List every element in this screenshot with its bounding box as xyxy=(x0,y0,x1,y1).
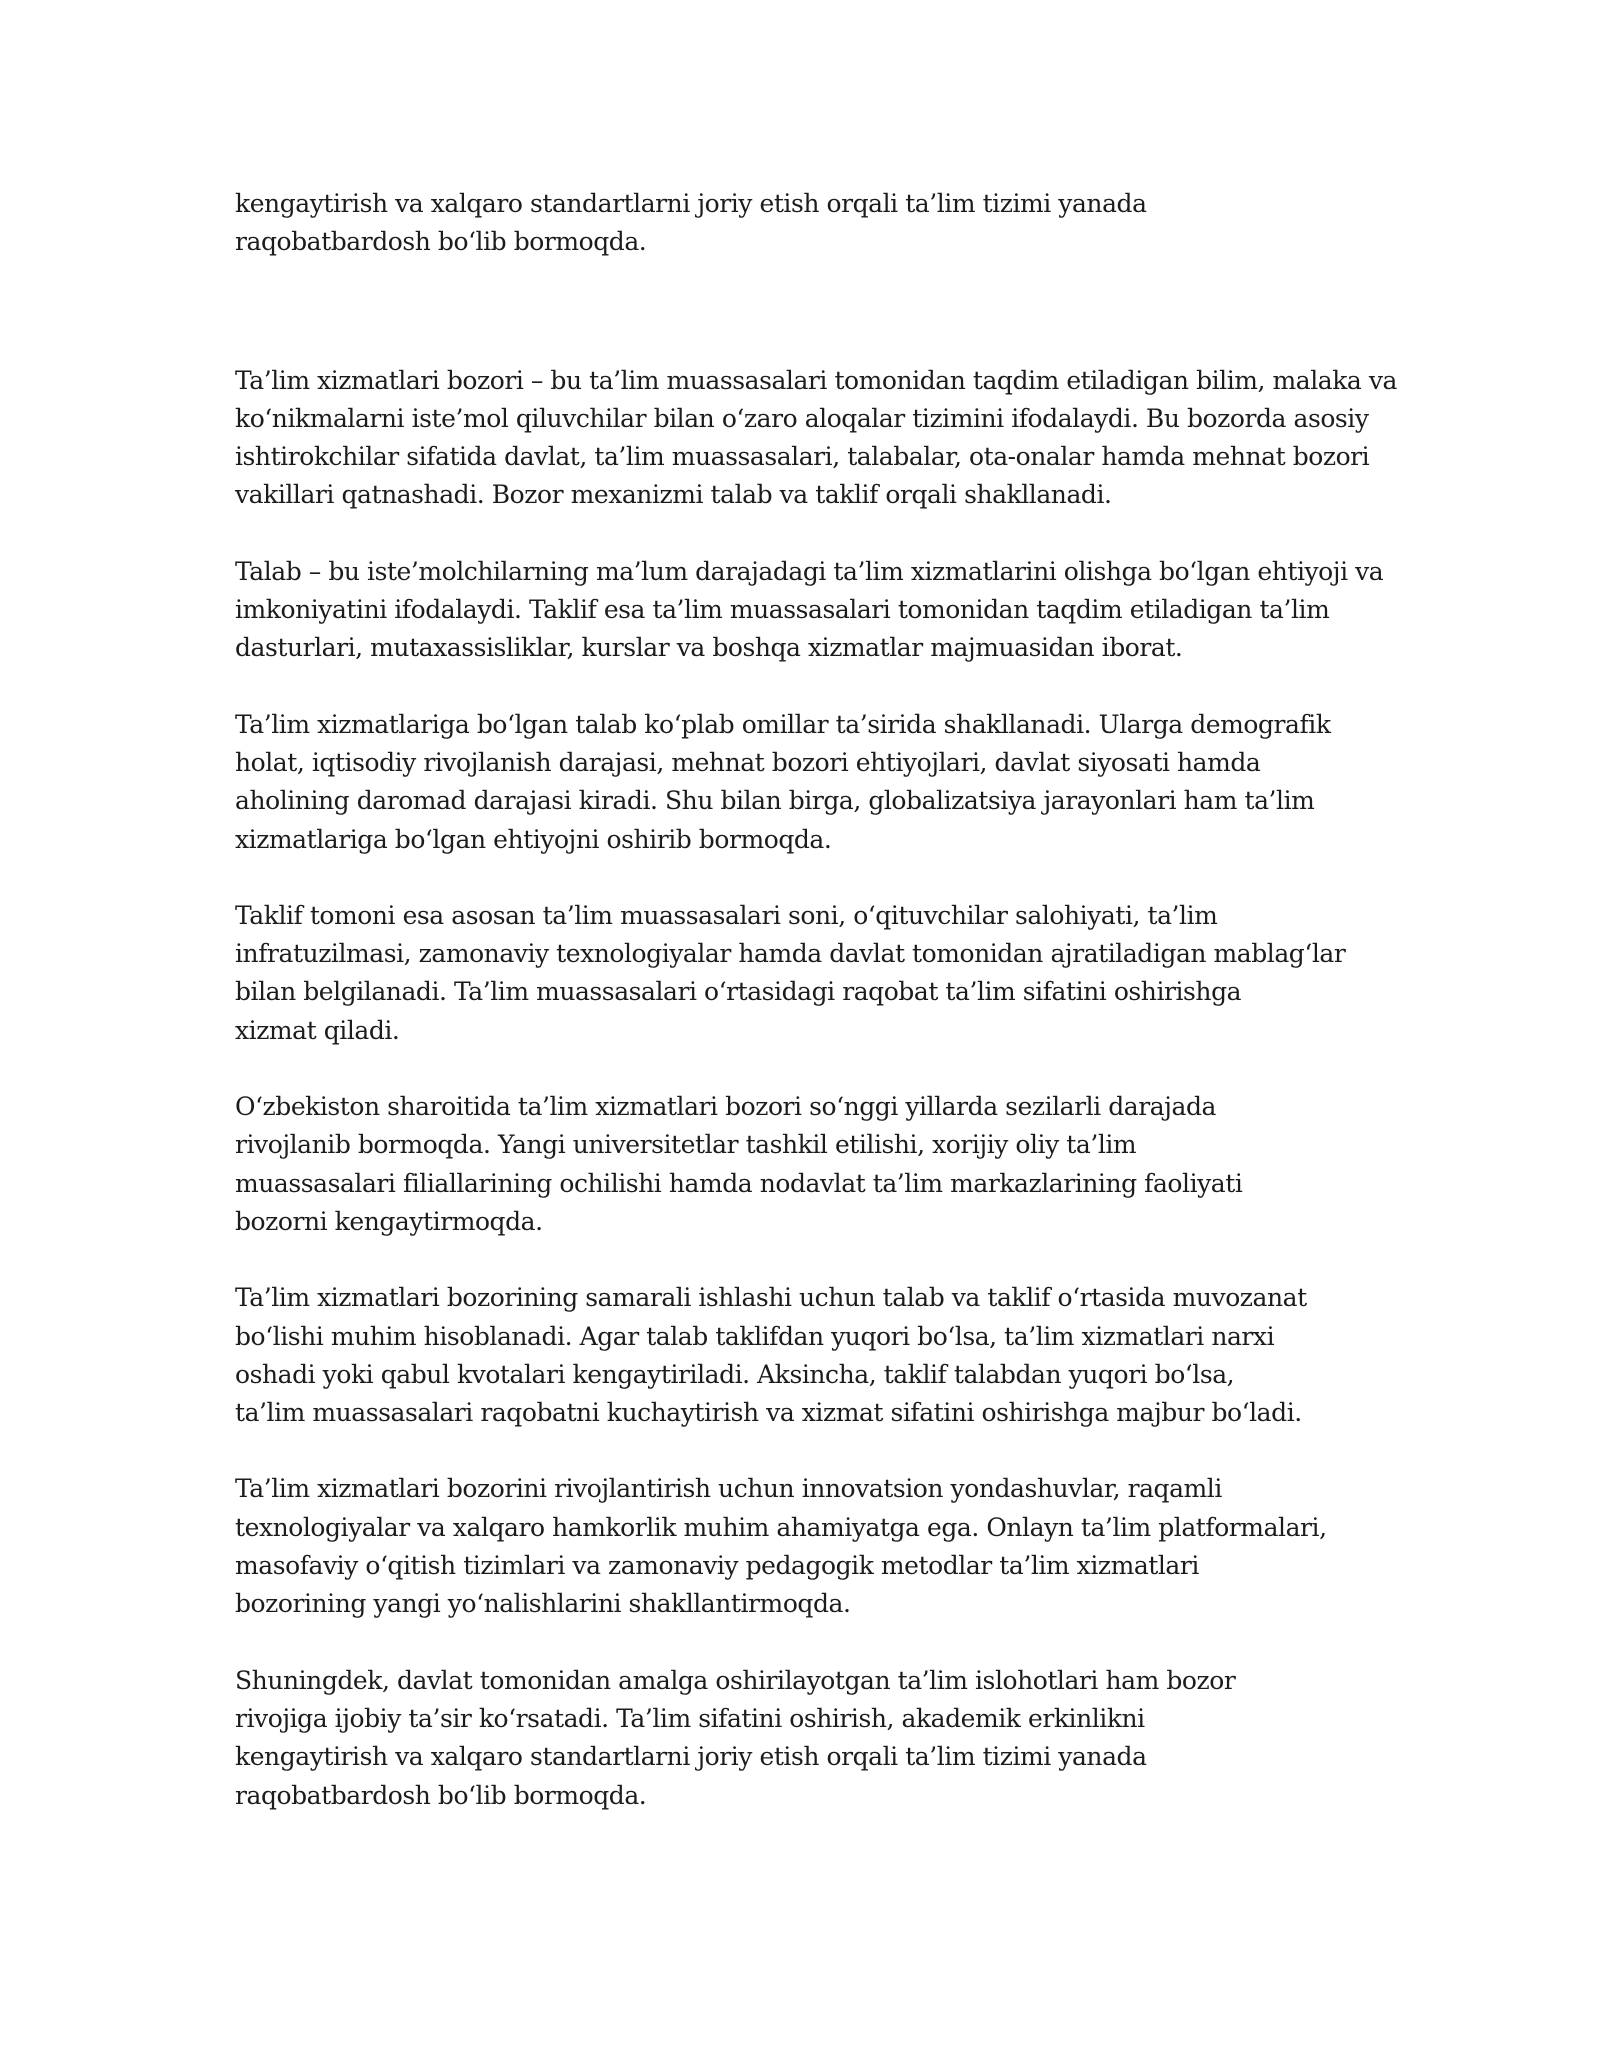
text-line: ko‘nikmalarni iste’mol qiluvchilar bilan o‘zaro aloqalar tizimini ifodalaydi. Bu bozorda asosiy xyxy=(235,403,1369,433)
text-line: raqobatbardosh bo‘lib bormoqda. xyxy=(235,227,647,257)
text-line: rivojlanib bormoqda. Yangi universitetlar tashkil etilishi, xorijiy oliy ta’lim xyxy=(235,1130,1137,1160)
text-line: raqobatbardosh bo‘lib bormoqda. xyxy=(235,1780,647,1810)
text-line: kengaytirish va xalqaro standartlarni joriy etish orqali ta’lim tizimi yanada xyxy=(235,189,1147,218)
text-line: ta’lim muassasalari raqobatni kuchaytirish va xizmat sifatini oshirishga majbur bo‘ladi. xyxy=(235,1398,1302,1428)
text-line: dasturlari, mutaxassisliklar, kurslar va boshqa xizmatlar majmuasidan iborat. xyxy=(235,633,1183,663)
paragraph-6 xyxy=(235,1279,1385,1432)
text-line: xizmat qiladi. xyxy=(235,1015,400,1045)
text-line: Talab – bu iste’molchilarning ma’lum darajadagi ta’lim xizmatlarini olishga bo‘lgan ehtiyoji va xyxy=(235,556,1384,586)
text-line: infratuzilmasi, zamonaviy texnologiyalar hamda davlat tomonidan ajratiladigan mablag‘lar xyxy=(235,939,1346,969)
paragraph-2 xyxy=(235,553,1385,668)
text-line: Ta’lim xizmatlariga bo‘lgan talab ko‘plab omillar ta’sirida shakllanadi. Ularga demografik xyxy=(235,709,1331,739)
paragraph-8 xyxy=(235,1662,1385,1815)
text-line: ishtirokchilar sifatida davlat, ta’lim muassasalari, talabalar, ota-onalar hamda mehnat bozori xyxy=(235,442,1370,472)
text-line: bilan belgilanadi. Ta’lim muassasalari o‘rtasidagi raqobat ta’lim sifatini oshirishga xyxy=(235,977,1242,1007)
paragraph-1 xyxy=(235,362,1397,515)
paragraph-3 xyxy=(235,706,1385,859)
text-line: Ta’lim xizmatlari bozorini rivojlantirish uchun innovatsion yondashuvlar, raqamli xyxy=(235,1474,1222,1504)
text-line: muassasalari filiallarining ochilishi hamda nodavlat ta’lim markazlarining faoliyati xyxy=(235,1168,1243,1198)
text-line: holat, iqtisodiy rivojlanish darajasi, mehnat bozori ehtiyojlari, davlat siyosati hamda xyxy=(235,747,1261,777)
text-line: rivojiga ijobiy ta’sir ko‘rsatadi. Ta’lim sifatini oshirish, akademik erkinlikni xyxy=(235,1703,1145,1733)
text-line: Ta’lim xizmatlari bozori – bu ta’lim muassasalari tomonidan taqdim etiladigan bilim, malaka va xyxy=(235,365,1397,395)
text-line: xizmatlariga bo‘lgan ehtiyojni oshirib bormoqda. xyxy=(235,824,832,854)
paragraph-continuation xyxy=(235,185,1385,262)
document-page xyxy=(235,185,1397,1853)
text-line: vakillari qatnashadi. Bozor mexanizmi talab va taklif orqali shakllanadi. xyxy=(235,480,1112,510)
paragraph-4 xyxy=(235,897,1385,1050)
text-line: kengaytirish va xalqaro standartlarni joriy etish orqali ta’lim tizimi yanada xyxy=(235,1742,1147,1772)
text-line: Taklif tomoni esa asosan ta’lim muassasalari soni, o‘qituvchilar salohiyati, ta’lim xyxy=(235,900,1218,930)
text-line: bozorni kengaytirmoqda. xyxy=(235,1206,543,1236)
text-line: masofaviy o‘qitish tizimlari va zamonaviy pedagogik metodlar ta’lim xizmatlari xyxy=(235,1551,1199,1581)
text-line: Ta’lim xizmatlari bozorining samarali ishlashi uchun talab va taklif o‘rtasida muvozanat xyxy=(235,1283,1307,1313)
text-line: aholining daromad darajasi kiradi. Shu bilan birga, globalizatsiya jarayonlari ham ta’lim xyxy=(235,786,1315,816)
paragraph-5 xyxy=(235,1088,1385,1241)
paragraph-7 xyxy=(235,1470,1385,1623)
text-line: oshadi yoki qabul kvotalari kengaytiriladi. Aksincha, taklif talabdan yuqori bo‘lsa, xyxy=(235,1359,1235,1389)
text-line: bo‘lishi muhim hisoblanadi. Agar talab taklifdan yuqori bo‘lsa, ta’lim xizmatlari narxi xyxy=(235,1321,1275,1351)
text-line: texnologiyalar va xalqaro hamkorlik muhim ahamiyatga ega. Onlayn ta’lim platformalari, xyxy=(235,1512,1327,1542)
text-line: bozorining yangi yo‘nalishlarini shakllantirmoqda. xyxy=(235,1589,851,1619)
text-line: Shuningdek, davlat tomonidan amalga oshirilayotgan ta’lim islohotlari ham bozor xyxy=(235,1665,1236,1695)
text-line: O‘zbekiston sharoitida ta’lim xizmatlari bozori so‘nggi yillarda sezilarli darajada xyxy=(235,1092,1216,1122)
text-line: imkoniyatini ifodalaydi. Taklif esa ta’lim muassasalari tomonidan taqdim etiladigan ta’lim xyxy=(235,595,1330,625)
